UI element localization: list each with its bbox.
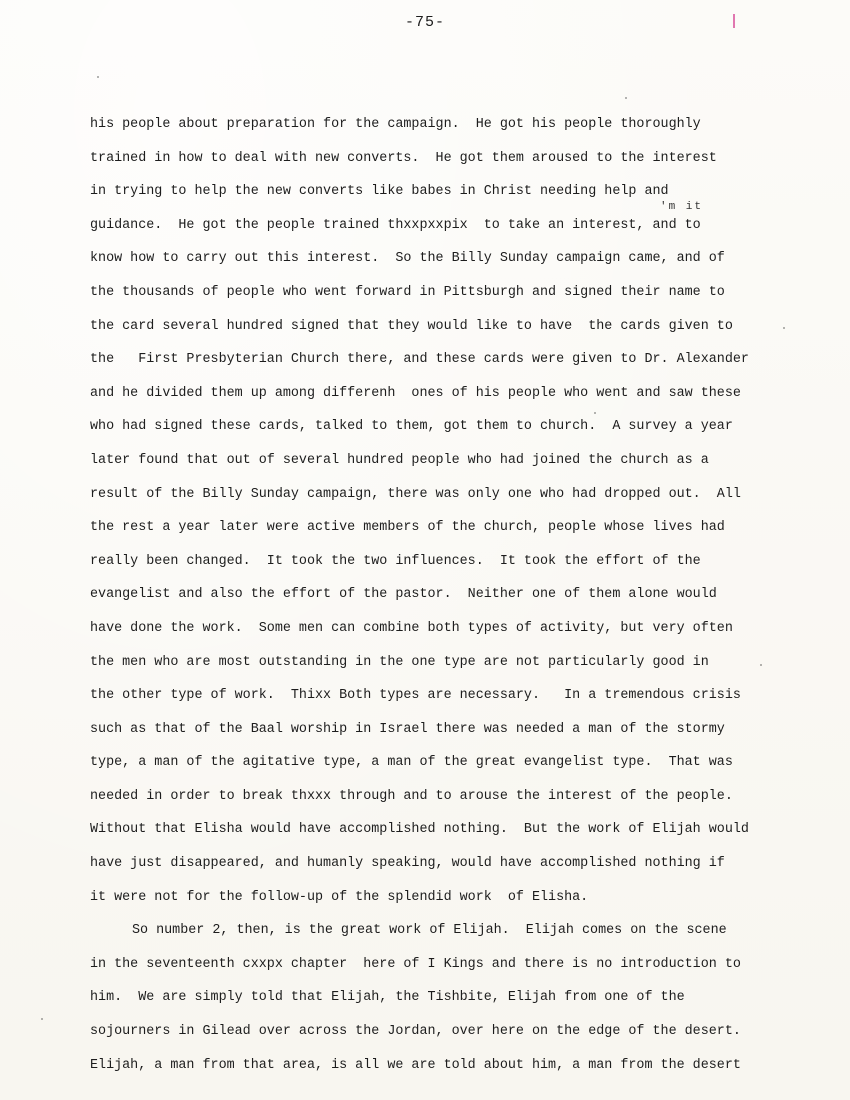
text-line: his people about preparation for the campaign. He got his people thoroughly: [90, 117, 701, 132]
paper-speck: [594, 412, 596, 414]
page-number: -75-: [404, 14, 445, 31]
text-line: such as that of the Baal worship in Israel there was needed a man of the stormy: [90, 721, 725, 737]
text-line: evangelist and also the effort of the pastor. Neither one of them alone would: [90, 587, 717, 603]
paper-speck: [41, 1018, 43, 1020]
paper-speck: [760, 664, 762, 666]
text-line: the card several hundred signed that they would like to have the cards given to: [90, 318, 733, 334]
text-line: it were not for the follow-up of the splendid work of Elisha.: [90, 889, 589, 905]
text-line: sojourners in Gilead over across the Jordan, over here on the edge of the desert.: [90, 1024, 741, 1040]
text-line: have done the work. Some men can combine both types of activity, but very often: [90, 620, 733, 636]
text-line: later found that out of several hundred people who had joined the church as a: [90, 452, 709, 468]
text-line: him. We are simply told that Elijah, the Tishbite, Elijah from one of the: [90, 990, 685, 1006]
text-line: who had signed these cards, talked to them, got them to church. A survey a year: [90, 419, 733, 435]
interlinear-insert: 'm it: [660, 201, 704, 213]
text-line: the men who are most outstanding in the one type are not particularly good in: [90, 654, 709, 670]
body-text: [90, 113, 790, 1087]
text-line: Elijah, a man from that area, is all we are told about him, a man from the desert: [90, 1057, 741, 1073]
text-line: know how to carry out this interest. So the Billy Sunday campaign came, and of: [90, 251, 725, 267]
text-line: trained in how to deal with new converts. He got them aroused to the interest: [90, 150, 717, 166]
text-line: really been changed. It took the two influences. It took the effort of the: [90, 553, 701, 569]
text-line: have just disappeared, and humanly speaking, would have accomplished nothing if: [90, 856, 725, 872]
paper-speck: [625, 97, 627, 99]
text-line: Without that Elisha would have accomplished nothing. But the work of Elijah would: [90, 822, 749, 838]
text-line: the thousands of people who went forward in Pittsburgh and signed their name to: [90, 284, 725, 300]
text-line: type, a man of the agitative type, a man of the great evangelist type. That was: [90, 755, 733, 771]
text-line: needed in order to break thxxx through and to arouse the interest of the people.: [90, 788, 733, 804]
text-line: guidance. He got the people trained thxxpxxpix to take an interest, and to: [90, 217, 701, 233]
text-line: in trying to help the new converts like babes in Christ needing help and: [90, 184, 669, 200]
paper-speck: [97, 76, 99, 78]
text-line: the other type of work. Thixx Both types are necessary. In a tremendous crisis: [90, 688, 741, 704]
text-line: result of the Billy Sunday campaign, there was only one who had dropped out. All: [90, 486, 741, 502]
paper-speck: [783, 327, 785, 329]
margin-mark: [733, 14, 735, 28]
text-line: in the seventeenth cxxpx chapter here of I Kings and there is no introduction to: [90, 956, 741, 972]
text-line: and he divided them up among differenh ones of his people who went and saw these: [90, 385, 741, 401]
paragraph-start-line: So number 2, then, is the great work of Elijah. Elijah comes on the scene: [132, 923, 727, 939]
text-line: the rest a year later were active members of the church, people whose lives had: [90, 520, 725, 536]
text-line: the First Presbyterian Church there, and these cards were given to Dr. Alexander: [90, 352, 749, 368]
